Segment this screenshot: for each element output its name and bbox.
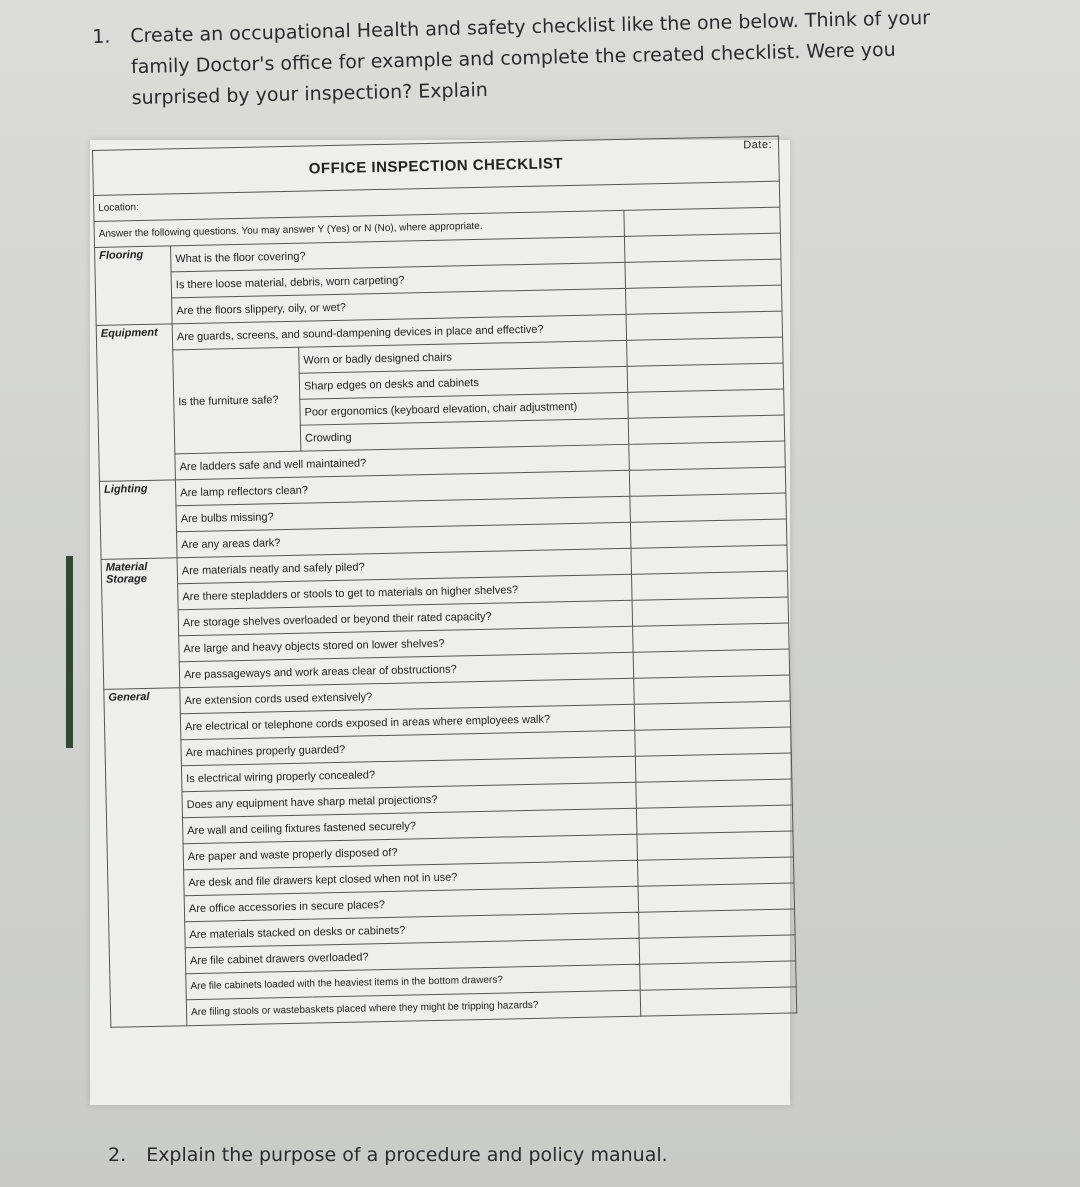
checklist-table <box>92 136 797 1028</box>
question-cell: Are paper and waste properly disposed of? <box>183 834 637 870</box>
answer-cell[interactable] <box>630 493 787 522</box>
question-cell: Are bulbs missing? <box>176 496 630 532</box>
question-cell: Are storage shelves overloaded or beyond their rated capacity? <box>178 600 632 636</box>
question-cell: Are materials stacked on desks or cabinets? <box>185 912 639 948</box>
answer-cell[interactable] <box>633 623 790 652</box>
category-equipment: Equipment <box>96 324 175 482</box>
answer-cell[interactable] <box>634 675 791 704</box>
question-cell: Is there loose material, debris, worn carpeting? <box>171 262 625 298</box>
answer-cell[interactable] <box>637 831 794 860</box>
instructions: Answer the following questions. You may answer Y (Yes) or N (No), where appropriate. <box>94 210 624 247</box>
question-cell: Does any equipment have sharp metal projections? <box>182 782 636 818</box>
answer-cell[interactable] <box>639 935 796 964</box>
category-material-storage: Material Storage <box>101 558 180 690</box>
question-cell: Are passageways and work areas clear of obstructions? <box>179 652 633 688</box>
answer-cell[interactable] <box>634 701 791 730</box>
margin-bar <box>66 556 73 748</box>
question-cell: Are office accessories in secure places? <box>184 886 638 922</box>
question-cell: Are wall and ceiling fixtures fastened securely? <box>183 808 637 844</box>
answer-cell[interactable] <box>632 571 789 600</box>
category-flooring: Flooring <box>95 246 173 326</box>
location-label: Location: <box>93 181 779 221</box>
question-cell: Sharp edges on desks and cabinets <box>299 366 627 399</box>
category-lighting: Lighting <box>99 480 177 560</box>
question-cell: Are file cabinet drawers overloaded? <box>185 938 639 974</box>
question-cell: Are the floors slippery, oily, or wet? <box>172 288 626 324</box>
answer-cell[interactable] <box>624 233 781 262</box>
question-cell: Are any areas dark? <box>177 522 631 558</box>
question-cell: Crowding <box>300 418 628 451</box>
answer-cell[interactable] <box>636 779 793 808</box>
office-inspection-checklist <box>92 136 796 1028</box>
answer-cell[interactable] <box>630 519 787 548</box>
answer-cell[interactable] <box>636 805 793 834</box>
answer-cell[interactable] <box>629 441 786 470</box>
answer-cell[interactable] <box>635 753 792 782</box>
answer-cell[interactable] <box>625 259 782 288</box>
answer-cell[interactable] <box>627 363 784 392</box>
question-cell: Are lamp reflectors clean? <box>175 470 629 506</box>
answer-cell[interactable] <box>635 727 792 756</box>
question-1-number: 1. <box>92 25 111 48</box>
question-cell: Worn or badly designed chairs <box>299 340 627 373</box>
answer-cell[interactable] <box>637 857 794 886</box>
question-cell: Are machines properly guarded? <box>181 730 635 766</box>
answer-cell[interactable] <box>639 909 796 938</box>
date-label: Date: <box>743 138 773 152</box>
answer-cell[interactable] <box>624 207 781 236</box>
question-2-text: Explain the purpose of a procedure and policy manual. <box>146 1144 668 1166</box>
answer-cell[interactable] <box>626 311 783 340</box>
answer-cell[interactable] <box>640 987 797 1016</box>
answer-cell[interactable] <box>627 337 784 366</box>
answer-cell[interactable] <box>628 415 785 444</box>
question-cell: Are guards, screens, and sound-dampening devices in place and effective? <box>172 314 626 350</box>
answer-cell[interactable] <box>640 961 797 990</box>
answer-cell[interactable] <box>629 467 786 496</box>
answer-cell[interactable] <box>633 649 790 678</box>
answer-cell[interactable] <box>632 597 789 626</box>
question-cell: Are filing stools or wastebaskets placed where they might be tripping hazards? <box>186 990 640 1026</box>
answer-cell[interactable] <box>628 389 785 418</box>
question-cell: Are large and heavy objects stored on lower shelves? <box>179 626 633 662</box>
answer-cell[interactable] <box>638 883 795 912</box>
question-cell: Are there stepladders or stools to get to materials on higher shelves? <box>178 574 632 610</box>
question-cell: Are extension cords used extensively? <box>180 678 634 714</box>
question-cell: Is electrical wiring properly concealed? <box>181 756 635 792</box>
question-cell: Are ladders safe and well maintained? <box>175 444 629 480</box>
furniture-label: Is the furniture safe? <box>173 347 301 454</box>
question-cell: What is the floor covering? <box>171 236 625 272</box>
question-cell: Are desk and file drawers kept closed when not in use? <box>184 860 638 896</box>
question-1-text: Create an occupational Health and safety checklist like the one below. Think of your family Doctor's office for example and complete the created checklist. Were you surprised by your inspection? Explain <box>130 6 931 110</box>
question-cell: Are electrical or telephone cords exposed in areas where employees walk? <box>180 704 634 740</box>
category-general: General <box>104 688 187 1028</box>
checklist-title: OFFICE INSPECTION CHECKLIST <box>308 154 564 177</box>
answer-cell[interactable] <box>631 545 788 574</box>
answer-cell[interactable] <box>626 285 783 314</box>
question-cell: Poor ergonomics (keyboard elevation, chair adjustment) <box>300 392 628 425</box>
question-2-number: 2. <box>108 1144 127 1166</box>
question-cell: Are materials neatly and safely piled? <box>177 548 631 584</box>
question-2 <box>108 1144 668 1166</box>
question-cell: Are file cabinets loaded with the heaviest items in the bottom drawers? <box>186 964 640 1000</box>
